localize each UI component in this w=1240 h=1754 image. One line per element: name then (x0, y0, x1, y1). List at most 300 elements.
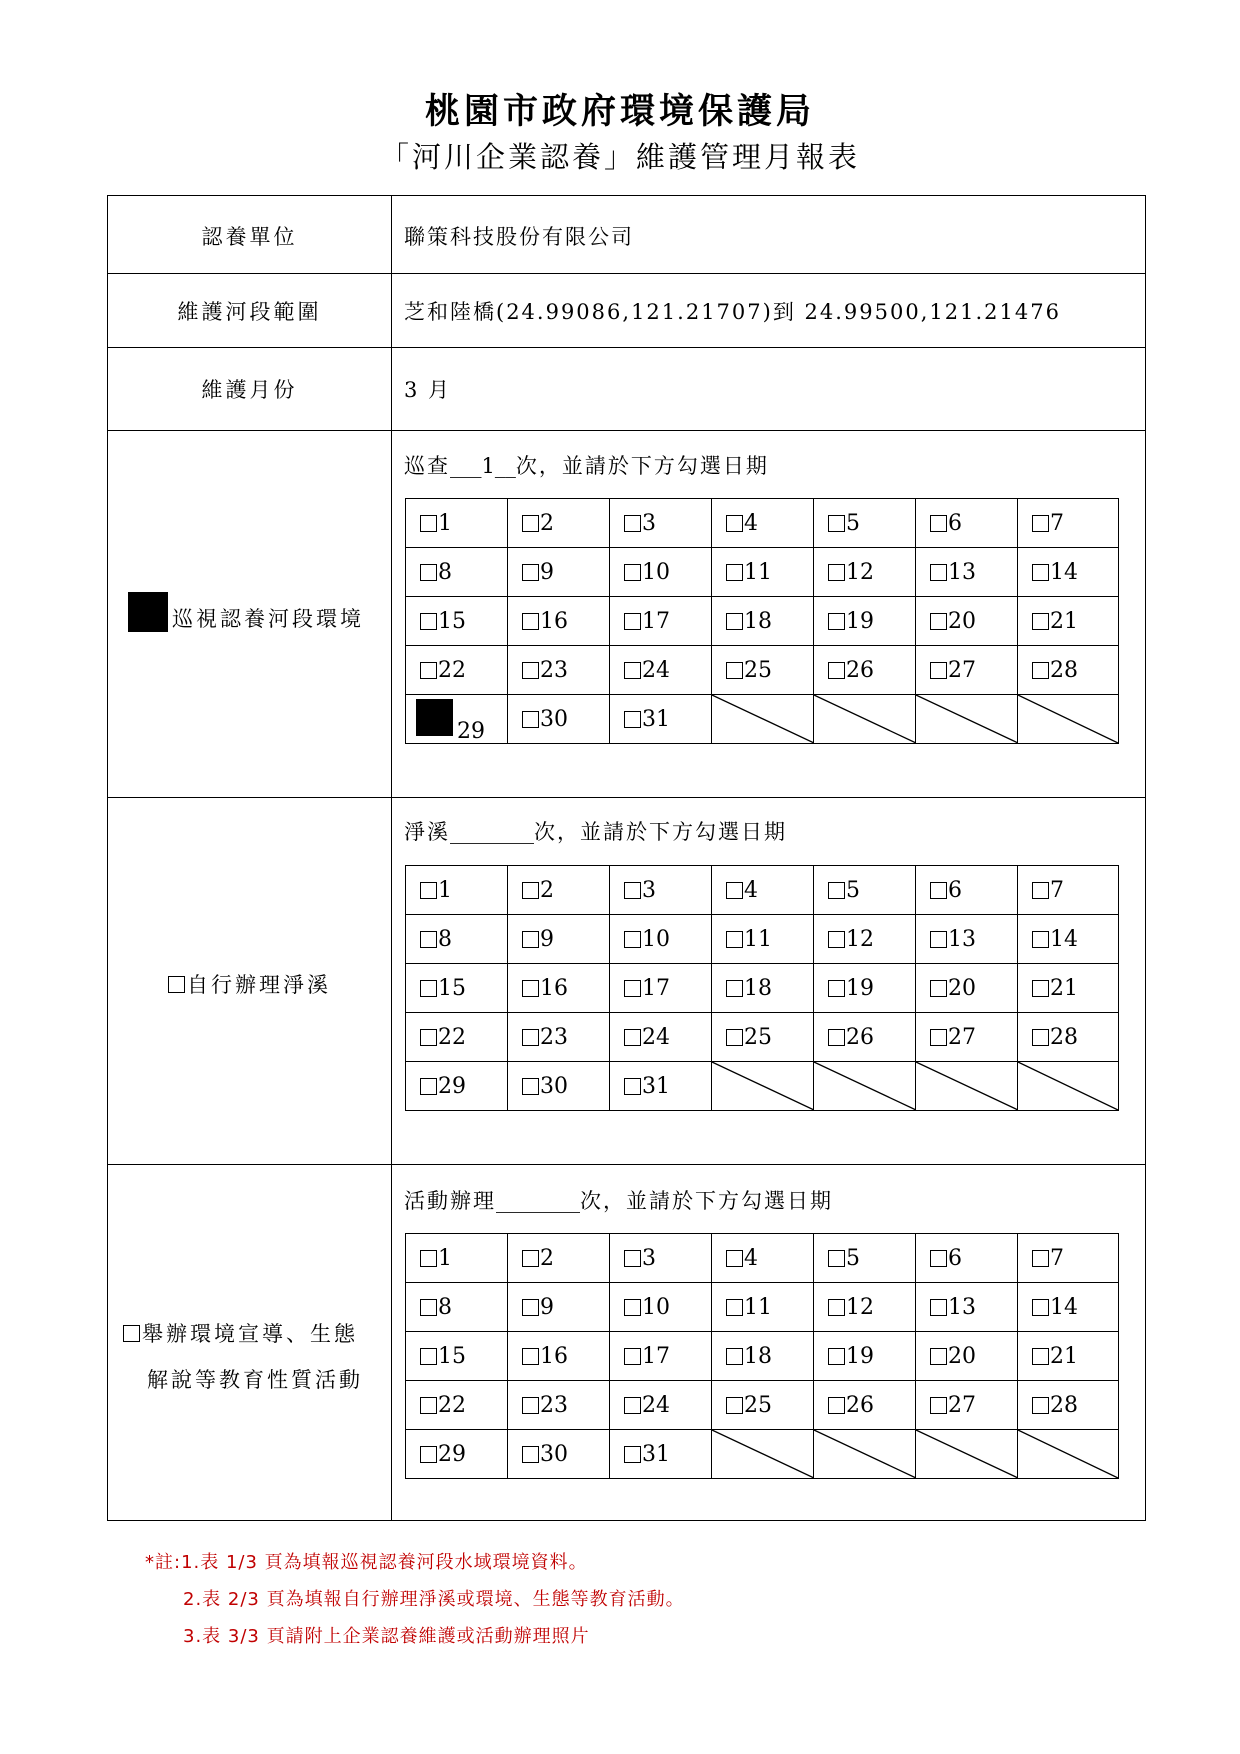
range-value: 芝和陸橋(24.99086,121.21707)到 24.99500,121.21476 (404, 300, 1061, 324)
date-checkbox[interactable] (930, 613, 947, 630)
date-checkbox[interactable] (930, 662, 947, 679)
date-checkbox[interactable] (726, 515, 743, 532)
date-checkbox[interactable] (420, 1446, 437, 1463)
date-number: 29 (438, 1074, 466, 1099)
date-cell (406, 1430, 508, 1478)
date-checkbox[interactable] (522, 1348, 539, 1365)
date-checkbox[interactable] (420, 882, 437, 899)
date-checkbox[interactable] (522, 1446, 539, 1463)
date-cell-content (420, 1444, 466, 1466)
date-cell-content (416, 709, 485, 743)
date-number: 27 (948, 658, 976, 683)
date-cell-content (828, 1346, 874, 1368)
date-cell (406, 964, 508, 1013)
date-checkbox[interactable] (930, 564, 947, 581)
date-checkbox[interactable] (624, 1078, 641, 1095)
activity-label-text-1: 舉辦環境宣導、生態 (142, 1322, 358, 1346)
date-cell-content (420, 929, 452, 951)
date-number: 25 (744, 1393, 772, 1418)
date-cell (712, 548, 814, 597)
date-checkbox[interactable] (1032, 1250, 1049, 1267)
date-checkbox[interactable] (420, 613, 437, 630)
date-checkbox[interactable] (420, 1348, 437, 1365)
date-checkbox[interactable] (420, 1250, 437, 1267)
empty-date-cell (1018, 695, 1118, 743)
activity-label-line-1 (123, 1311, 406, 1357)
date-cell (916, 1283, 1018, 1332)
date-cell (712, 866, 814, 915)
date-cell-content (828, 978, 874, 1000)
date-cell-content (522, 1346, 568, 1368)
date-cell (916, 646, 1018, 695)
date-checkbox[interactable] (726, 613, 743, 630)
date-checkbox[interactable] (624, 711, 641, 728)
empty-cell-diagonal (916, 1062, 1018, 1110)
activity-count-field[interactable]: ________ (496, 1189, 580, 1213)
date-checkbox[interactable] (828, 980, 845, 997)
date-cell-content (624, 562, 670, 584)
date-checkbox[interactable] (726, 931, 743, 948)
date-number: 30 (540, 1074, 568, 1099)
date-checkbox[interactable] (522, 1299, 539, 1316)
date-cell (406, 1234, 508, 1283)
date-checkbox[interactable] (726, 1250, 743, 1267)
date-number: 9 (540, 927, 554, 952)
date-cell (508, 1013, 610, 1062)
date-number: 18 (744, 976, 772, 1001)
date-number: 10 (642, 1295, 670, 1320)
date-cell-content (624, 709, 670, 731)
activity-date-grid (405, 1233, 1119, 1479)
date-number: 26 (846, 658, 874, 683)
date-number: 17 (642, 609, 670, 634)
date-number: 15 (438, 1344, 466, 1369)
date-cell-content (930, 1027, 976, 1049)
date-checkbox[interactable] (420, 515, 437, 532)
date-cell (712, 964, 814, 1013)
date-checkbox[interactable] (930, 1250, 947, 1267)
date-cell-content (726, 660, 772, 682)
empty-cell-diagonal (712, 1430, 814, 1478)
date-checkbox[interactable] (522, 613, 539, 630)
empty-date-cell (814, 1062, 916, 1110)
date-cell (916, 866, 1018, 915)
date-cell (508, 1283, 610, 1332)
date-checkbox[interactable] (930, 1348, 947, 1365)
date-checkbox[interactable] (522, 515, 539, 532)
date-number: 7 (1050, 878, 1064, 903)
date-checkbox[interactable] (1032, 564, 1049, 581)
date-number: 7 (1050, 511, 1064, 536)
date-checkbox[interactable] (624, 662, 641, 679)
date-number: 6 (948, 1246, 962, 1271)
empty-cell-diagonal (814, 1430, 916, 1478)
date-number: 31 (642, 1074, 670, 1099)
date-cell (1018, 548, 1118, 597)
date-cell (712, 1283, 814, 1332)
clean-section-label (108, 969, 391, 999)
date-checkbox[interactable] (420, 931, 437, 948)
date-checkbox[interactable] (828, 662, 845, 679)
month-value: 3 月 (404, 378, 452, 402)
date-number: 23 (540, 1393, 568, 1418)
date-checkbox[interactable] (1032, 1348, 1049, 1365)
range-label: 維護河段範圍 (177, 300, 322, 324)
date-checkbox[interactable] (522, 980, 539, 997)
unit-label: 認養單位 (201, 225, 298, 249)
date-cell (508, 597, 610, 646)
date-number: 4 (744, 511, 758, 536)
date-checkbox[interactable] (522, 662, 539, 679)
date-checkbox[interactable] (624, 613, 641, 630)
date-cell (1018, 1381, 1118, 1430)
date-cell (508, 646, 610, 695)
date-cell-content (624, 929, 670, 951)
date-checkbox[interactable] (726, 1397, 743, 1414)
date-checkbox[interactable] (522, 931, 539, 948)
date-checkbox[interactable] (1032, 662, 1049, 679)
date-cell-content (726, 978, 772, 1000)
date-number: 10 (642, 560, 670, 585)
date-checkbox[interactable] (1032, 980, 1049, 997)
date-number: 12 (846, 1295, 874, 1320)
date-cell-content (930, 660, 976, 682)
date-cell (406, 1332, 508, 1381)
patrol-date-grid (405, 498, 1119, 744)
date-cell (610, 1062, 712, 1110)
date-number: 5 (846, 1246, 860, 1271)
patrol-prompt-post: 次，並請於下方勾選日期 (515, 454, 769, 478)
date-checkbox[interactable] (624, 515, 641, 532)
date-cell-content (624, 513, 656, 535)
patrol-prompt-pre: 巡查 (404, 454, 450, 478)
date-checkbox[interactable] (522, 882, 539, 899)
date-cell (916, 1013, 1018, 1062)
date-cell (1018, 915, 1118, 964)
date-cell-content (726, 1346, 772, 1368)
date-cell (508, 548, 610, 597)
date-checkbox[interactable] (624, 931, 641, 948)
date-checkbox[interactable] (1032, 882, 1049, 899)
date-checkbox[interactable] (522, 564, 539, 581)
date-checkbox[interactable] (828, 1250, 845, 1267)
date-cell-content (828, 1027, 874, 1049)
date-checkbox[interactable] (420, 1029, 437, 1046)
activity-checkbox[interactable] (123, 1325, 140, 1342)
date-cell (1018, 1234, 1118, 1283)
date-cell-content (828, 513, 860, 535)
date-number: 19 (846, 1344, 874, 1369)
date-checkbox[interactable] (930, 980, 947, 997)
date-checkbox[interactable] (420, 1078, 437, 1095)
date-checkbox[interactable] (828, 1397, 845, 1414)
date-cell-content (420, 1076, 466, 1098)
date-cell (610, 964, 712, 1013)
date-cell-content (624, 1297, 670, 1319)
date-cell (406, 548, 508, 597)
date-number: 15 (438, 976, 466, 1001)
date-number: 23 (540, 658, 568, 683)
date-checkbox[interactable] (828, 1299, 845, 1316)
date-checkbox[interactable] (828, 882, 845, 899)
date-number: 21 (1050, 609, 1078, 634)
date-number: 6 (948, 511, 962, 536)
date-checkbox[interactable] (726, 1299, 743, 1316)
date-number: 22 (438, 1393, 466, 1418)
date-cell (916, 915, 1018, 964)
date-cell (1018, 597, 1118, 646)
row-divider (108, 430, 1145, 431)
date-number: 8 (438, 1295, 452, 1320)
date-checkbox[interactable] (930, 1299, 947, 1316)
date-cell-content (522, 978, 568, 1000)
date-cell-content (522, 1248, 554, 1270)
clean-prompt (404, 816, 787, 846)
date-cell (406, 866, 508, 915)
date-number: 24 (642, 658, 670, 683)
date-checkbox[interactable] (420, 980, 437, 997)
date-checkbox[interactable] (522, 1397, 539, 1414)
date-cell-content (420, 660, 466, 682)
date-number: 27 (948, 1025, 976, 1050)
date-cell (1018, 499, 1118, 548)
date-cell-content (726, 880, 758, 902)
date-number: 10 (642, 927, 670, 952)
date-checkbox[interactable] (522, 711, 539, 728)
date-cell (1018, 646, 1118, 695)
date-cell-content (828, 660, 874, 682)
date-number: 6 (948, 878, 962, 903)
date-cell (610, 1332, 712, 1381)
date-cell-content (1032, 1297, 1078, 1319)
date-cell (814, 646, 916, 695)
document-title: 桃園市政府環境保護局 (424, 91, 815, 132)
date-cell-content (828, 929, 874, 951)
date-cell (406, 597, 508, 646)
date-cell (916, 964, 1018, 1013)
date-checkbox[interactable] (1032, 1029, 1049, 1046)
date-cell (406, 646, 508, 695)
empty-cell-diagonal (712, 1062, 814, 1110)
date-cell (814, 548, 916, 597)
date-checkbox[interactable] (930, 1397, 947, 1414)
date-checkbox[interactable] (522, 1078, 539, 1095)
date-checkbox[interactable] (420, 564, 437, 581)
note-2: 2.表 2/3 頁為填報自行辦理淨溪或環境、生態等教育活動。 (183, 1589, 685, 1610)
date-cell (508, 499, 610, 548)
date-cell (814, 1381, 916, 1430)
date-checkbox[interactable] (624, 1299, 641, 1316)
activity-prompt (404, 1185, 833, 1215)
date-cell (814, 1234, 916, 1283)
date-checkbox[interactable] (726, 1029, 743, 1046)
empty-date-cell (1018, 1062, 1118, 1110)
date-checkbox[interactable] (522, 1250, 539, 1267)
date-number: 2 (540, 1246, 554, 1271)
date-cell (508, 964, 610, 1013)
date-cell (814, 499, 916, 548)
date-number: 24 (642, 1393, 670, 1418)
date-checkbox[interactable] (624, 1348, 641, 1365)
date-checkbox[interactable] (726, 1348, 743, 1365)
date-cell (610, 1430, 712, 1478)
date-cell-content (930, 611, 976, 633)
date-number: 2 (540, 878, 554, 903)
patrol-count-field[interactable]: ___1__ (450, 454, 516, 478)
date-cell-content (420, 562, 452, 584)
date-cell-content (522, 1027, 568, 1049)
date-checkbox[interactable] (1032, 1397, 1049, 1414)
date-number: 17 (642, 1344, 670, 1369)
empty-cell-diagonal (916, 1430, 1018, 1478)
date-cell-content (624, 1076, 670, 1098)
date-cell-content (522, 1395, 568, 1417)
row-divider (108, 347, 1145, 348)
date-cell (712, 1013, 814, 1062)
date-checkbox[interactable] (930, 1029, 947, 1046)
date-number: 13 (948, 927, 976, 952)
date-cell (610, 695, 712, 743)
date-checkbox[interactable] (624, 1250, 641, 1267)
date-number: 29 (457, 719, 485, 744)
clean-prompt-post: 次，並請於下方勾選日期 (534, 820, 787, 844)
date-checkbox[interactable] (420, 662, 437, 679)
date-cell-content (420, 880, 452, 902)
date-checkbox[interactable] (930, 882, 947, 899)
date-number: 8 (438, 927, 452, 952)
date-cell-content (624, 880, 656, 902)
date-checkbox[interactable] (828, 564, 845, 581)
date-cell-content (624, 1395, 670, 1417)
date-cell-content (420, 611, 466, 633)
patrol-label-text: 巡視認養河段環境 (172, 607, 364, 631)
date-cell (508, 866, 610, 915)
date-number: 14 (1050, 560, 1078, 585)
date-cell (610, 597, 712, 646)
date-checkbox[interactable] (624, 882, 641, 899)
date-cell-content (420, 978, 466, 1000)
date-number: 3 (642, 1246, 656, 1271)
date-cell (1018, 1283, 1118, 1332)
patrol-section-label (128, 592, 411, 633)
date-checkbox[interactable] (1032, 1299, 1049, 1316)
date-number: 1 (438, 1246, 452, 1271)
date-number: 16 (540, 609, 568, 634)
date-cell-content (726, 1027, 772, 1049)
date-cell-content (624, 1027, 670, 1049)
date-cell (610, 1234, 712, 1283)
date-cell-content (930, 1395, 976, 1417)
date-number: 11 (744, 1295, 772, 1320)
date-cell-content (828, 562, 874, 584)
date-cell (1018, 866, 1118, 915)
date-cell-content (522, 929, 554, 951)
date-number: 19 (846, 976, 874, 1001)
date-number: 27 (948, 1393, 976, 1418)
clean-count-field[interactable]: ________ (450, 820, 534, 844)
date-cell (406, 695, 508, 743)
date-number: 20 (948, 1344, 976, 1369)
activity-label-text-2: 解說等教育性質活動 (147, 1368, 363, 1392)
date-cell-content (726, 513, 758, 535)
date-number: 15 (438, 609, 466, 634)
date-checkbox[interactable] (828, 515, 845, 532)
date-cell-content (828, 1248, 860, 1270)
date-checkbox[interactable] (1032, 931, 1049, 948)
date-cell (712, 1332, 814, 1381)
date-cell (406, 1283, 508, 1332)
date-cell-content (624, 1346, 670, 1368)
date-checkbox[interactable] (624, 1029, 641, 1046)
date-checkbox[interactable] (828, 931, 845, 948)
date-cell-content (1032, 929, 1078, 951)
date-checkbox[interactable] (828, 1348, 845, 1365)
date-number: 19 (846, 609, 874, 634)
date-checkbox[interactable] (1032, 613, 1049, 630)
date-checkbox[interactable] (624, 980, 641, 997)
date-number: 28 (1050, 658, 1078, 683)
date-cell-content (930, 978, 976, 1000)
date-cell (712, 597, 814, 646)
date-cell (406, 1013, 508, 1062)
date-checkbox[interactable] (624, 564, 641, 581)
date-checkbox[interactable] (522, 1029, 539, 1046)
date-checkbox[interactable] (420, 1299, 437, 1316)
date-checkbox[interactable] (624, 1397, 641, 1414)
clean-date-grid (405, 865, 1119, 1111)
date-cell (508, 1234, 610, 1283)
date-number: 14 (1050, 927, 1078, 952)
date-checkbox[interactable] (624, 1446, 641, 1463)
date-checkbox[interactable] (930, 515, 947, 532)
date-number: 31 (642, 1442, 670, 1467)
date-checkbox-checked[interactable] (416, 699, 453, 736)
date-cell-content (930, 1297, 976, 1319)
date-checkbox[interactable] (726, 564, 743, 581)
clean-label-text: 自行辦理淨溪 (187, 973, 331, 997)
date-checkbox[interactable] (828, 613, 845, 630)
date-cell-content (522, 1297, 554, 1319)
date-number: 25 (744, 658, 772, 683)
empty-date-cell (712, 695, 814, 743)
patrol-checkbox[interactable] (128, 592, 168, 632)
date-number: 13 (948, 1295, 976, 1320)
date-checkbox[interactable] (930, 931, 947, 948)
date-cell (916, 1332, 1018, 1381)
empty-date-cell (1018, 1430, 1118, 1478)
empty-date-cell (916, 1430, 1018, 1478)
date-cell-content (1032, 1027, 1078, 1049)
empty-cell-diagonal (916, 695, 1018, 743)
date-number: 16 (540, 976, 568, 1001)
clean-checkbox[interactable] (168, 976, 185, 993)
date-checkbox[interactable] (420, 1397, 437, 1414)
empty-date-cell (814, 1430, 916, 1478)
date-number: 18 (744, 1344, 772, 1369)
date-checkbox[interactable] (1032, 515, 1049, 532)
date-checkbox[interactable] (726, 980, 743, 997)
date-checkbox[interactable] (726, 662, 743, 679)
date-number: 28 (1050, 1393, 1078, 1418)
date-cell (610, 915, 712, 964)
empty-cell-diagonal (814, 1062, 916, 1110)
date-checkbox[interactable] (828, 1029, 845, 1046)
date-checkbox[interactable] (726, 882, 743, 899)
date-cell (610, 1381, 712, 1430)
row-divider (108, 1164, 1145, 1165)
date-cell (1018, 1332, 1118, 1381)
row-divider (108, 797, 1145, 798)
